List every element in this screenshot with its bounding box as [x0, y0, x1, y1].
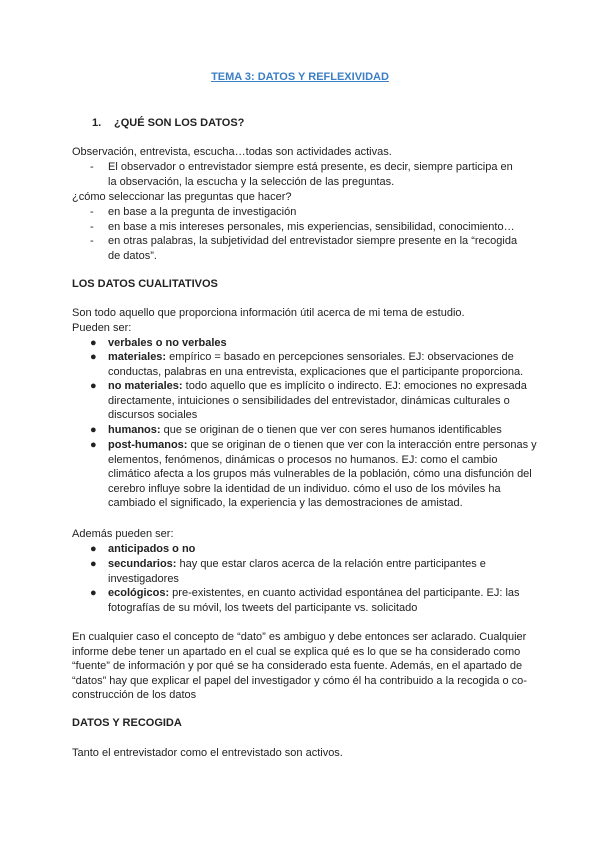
section-heading — [92, 117, 244, 129]
cualitativos-heading: LOS DATOS CUALITATIVOS — [72, 278, 218, 290]
recogida-text: Tanto el entrevistador como el entrevistado son activos. — [72, 747, 343, 759]
intro-paragraph: Observación, entrevista, escucha…todas son actividades activas. — [72, 146, 392, 158]
document-page: TEMA 3: DATOS Y REFLEXIVIDAD 1. ¿QUÉ SON LOS DATOS? Observación, entrevista, escucha…todas son actividades activas. - El observador o entrevistador siempre está presente, es decir, siempre participa en la observación, la escucha y la selección de las preguntas. ¿cómo seleccionar las preguntas que hacer? - en base a la pregunta de investigación - en base a mis intereses personales, mis experiencias, sensibilidad, conocimiento… - en otras palabras, la subjetividad del entrevistador siempre presente en la “recogida de datos”. LOS DATOS CUALITATIVOS Son todo aquello que proporciona información útil acerca de mi tema de estudio. Pueden ser: ● verbales o no verbales ● materiales: empírico = basado en percepciones sensoriales. EJ: observaciones de conductas, palabras en una entrevista, explicaciones que el participante proporciona. ● no materiales: todo aquello que es implícito o indirecto. EJ: emociones no expresada directamente, intuiciones o sensibilidades del entrevistador, dinámicas culturales o discursos sociales ● humanos: que se originan de o tienen que ver con seres humanos identificables ● post-humanos: que se originan de o tienen que ver con la interacción entre personas y elementos, fenómenos, dinámicas o procesos no humanos. EJ: como el cambio climático afecta a los grupos más vulnerables de la población, cómo una disfunción del cerebro influye sobre la identidad de un individuo. cómo el uso de los móviles ha cambiado el significado, la experiencia y las demostraciones de amistad. Además pueden ser: ● anticipados o no ● secundarios: hay que estar claros acerca de la relación entre participantes e investigadores ● ecológicos: pre-existentes, en cuanto actividad espontánea del participante. EJ: las fotografías de su móvil, los tweets del participante vs. solicitado En cualquier caso el concepto de “dato” es ambiguo y debe entonces ser aclarado. Cualquier informe debe tener un apartado en el cual se explica qué es lo que se ha considerado como “fuente” de información y por qué se ha considerado esta fuente. Además, en el apartado de “datos” hay que explicar el papel del investigador y cómo él ha contribuido a la recogida o co-construcción de los datos DATOS Y RECOGIDA Tanto el entrevistador como el entrevistado son activos. — [0, 0, 600, 848]
document-title: TEMA 3: DATOS Y REFLEXIVIDAD — [211, 71, 389, 83]
ademas-label: Además pueden ser: — [72, 528, 174, 540]
recogida-heading: DATOS Y RECOGIDA — [72, 717, 182, 729]
section-number: 1. — [92, 117, 102, 129]
cualitativos-desc: Son todo aquello que proporciona información útil acerca de mi tema de estudio. — [72, 307, 465, 319]
pueden-ser-label: Pueden ser: — [72, 322, 132, 334]
closing-paragraph: En cualquier caso el concepto de “dato” es ambiguo y debe entonces ser aclarado. Cualquier informe debe tener un apartado en el cual se explica qué es lo que se ha considerado como “fuente” de información y por qué se ha considerado esta fuente. Además, en el apartado de “datos” hay que explicar el papel del investigador y cómo él ha contribuido a la recogida o co-construcción de los datos — [72, 631, 527, 701]
question-paragraph: ¿cómo seleccionar las preguntas que hacer? — [72, 191, 292, 203]
section-title: ¿QUÉ SON LOS DATOS? — [114, 117, 245, 129]
